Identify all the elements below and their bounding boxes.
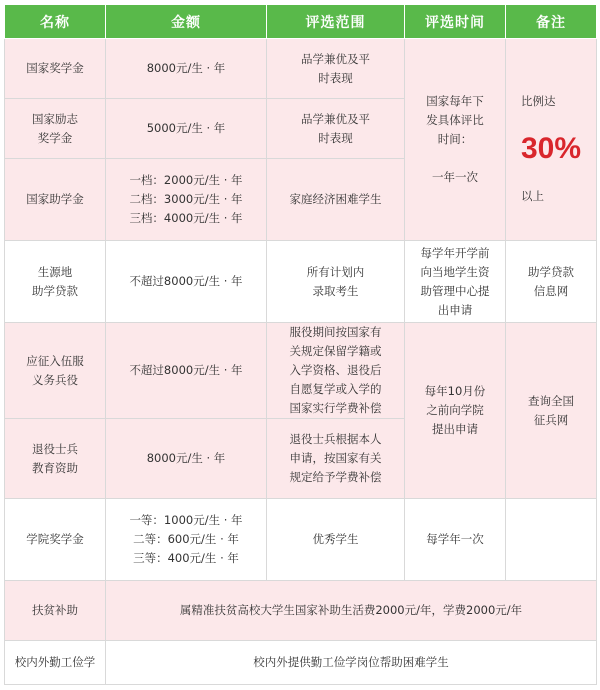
row-note <box>506 499 597 581</box>
row-amount: 不超过8000元/生 · 年 <box>106 323 267 419</box>
row-time: 每学年开学前 向当地学生资 助管理中心提 出申请 <box>405 241 506 323</box>
row-merged-detail: 属精准扶贫高校大学生国家补助生活费2000元/年，学费2000元/年 <box>106 581 597 641</box>
row-amount: 不超过8000元/生 · 年 <box>106 241 267 323</box>
row-note: 助学贷款 信息网 <box>506 241 597 323</box>
header-note: 备注 <box>506 5 597 39</box>
row-amount: 一档：2000元/生 · 年 二档：3000元/生 · 年 三档：4000元/生 · 年 <box>106 159 267 241</box>
table-row <box>5 499 597 581</box>
table-row <box>5 581 597 641</box>
row-scope: 品学兼优及平 时表现 <box>267 99 405 159</box>
row-merged-detail: 校内外提供勤工俭学岗位帮助困难学生 <box>106 641 597 685</box>
row-name: 应征入伍服 义务兵役 <box>5 323 106 419</box>
note-ratio-prefix: 比例达 <box>520 94 556 108</box>
header-name: 名称 <box>5 5 106 39</box>
row-amount: 8000元/生 · 年 <box>106 39 267 99</box>
row-amount: 8000元/生 · 年 <box>106 419 267 499</box>
table-row <box>5 39 597 99</box>
header-scope: 评选范围 <box>267 5 405 39</box>
row-name: 扶贫补助 <box>5 581 106 641</box>
row-name: 学院奖学金 <box>5 499 106 581</box>
row-name: 生源地 助学贷款 <box>5 241 106 323</box>
note-ratio-block <box>521 73 581 225</box>
table-row <box>5 641 597 685</box>
header-row <box>5 5 597 39</box>
row-name: 退役士兵 教育资助 <box>5 419 106 499</box>
row-note-national <box>506 39 597 241</box>
row-time: 每学年一次 <box>405 499 506 581</box>
row-scope: 退役士兵根据本人 申请，按国家有关 规定给予学费补偿 <box>267 419 405 499</box>
row-scope: 优秀学生 <box>267 499 405 581</box>
row-scope: 所有计划内 录取考生 <box>267 241 405 323</box>
row-amount: 5000元/生 · 年 <box>106 99 267 159</box>
row-note-military: 查询全国 征兵网 <box>506 323 597 499</box>
header-amount: 金额 <box>106 5 267 39</box>
financial-aid-table <box>4 4 597 685</box>
row-amount: 一等：1000元/生 · 年 二等：600元/生 · 年 三等：400元/生 · 年 <box>106 499 267 581</box>
note-ratio-suffix: 以上 <box>520 189 544 203</box>
table-row <box>5 241 597 323</box>
row-scope: 家庭经济困难学生 <box>267 159 405 241</box>
row-time-national: 国家每年下 发具体评比 时间： 一年一次 <box>405 39 506 241</box>
row-scope: 品学兼优及平 时表现 <box>267 39 405 99</box>
header-time: 评选时间 <box>405 5 506 39</box>
row-name: 国家助学金 <box>5 159 106 241</box>
row-name: 校内外勤工俭学 <box>5 641 106 685</box>
row-name: 国家奖学金 <box>5 39 106 99</box>
row-name: 国家励志 奖学金 <box>5 99 106 159</box>
table-row <box>5 323 597 419</box>
row-time-military: 每年10月份 之前向学院 提出申请 <box>405 323 506 499</box>
row-scope: 服役期间按国家有 关规定保留学籍或 入学资格、退役后 自愿复学或入学的 国家实行学费补偿 <box>267 323 405 419</box>
note-ratio-percent: 30% <box>520 132 582 165</box>
